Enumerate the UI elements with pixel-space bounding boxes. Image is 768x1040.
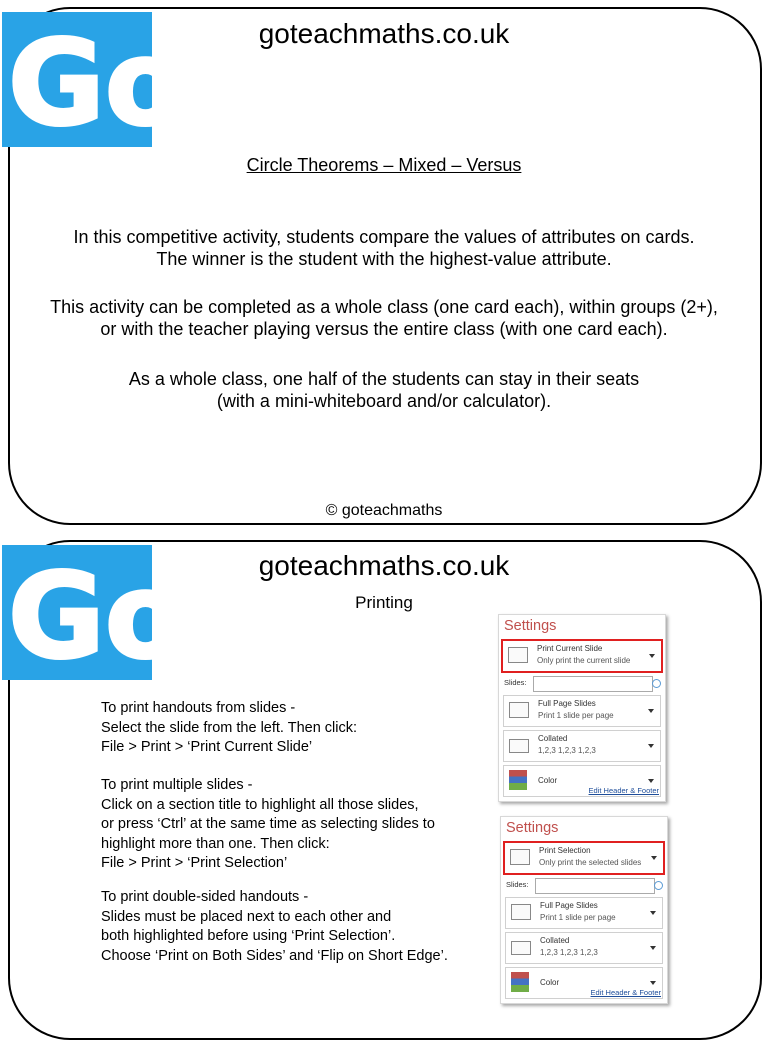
collate-title: Collated bbox=[538, 734, 568, 743]
color-swatch-icon bbox=[511, 972, 529, 992]
print-settings-screenshot-selection bbox=[500, 816, 668, 1004]
chevron-down-icon bbox=[650, 911, 656, 915]
layout-title: Full Page Slides bbox=[538, 699, 596, 708]
text-line: To print multiple slides - bbox=[101, 777, 253, 793]
slides-label: Slides: bbox=[506, 880, 529, 889]
printing-title: Printing bbox=[355, 593, 413, 612]
instruction-block-double-sided bbox=[101, 888, 501, 966]
print-mode-subtitle: Only print the selected slides bbox=[539, 858, 642, 867]
text-line: File > Print > ‘Print Selection’ bbox=[101, 855, 288, 871]
slides-input[interactable] bbox=[535, 878, 655, 894]
settings-heading: Settings bbox=[506, 820, 559, 836]
collate-title: Collated bbox=[540, 936, 570, 945]
color-label: Color bbox=[540, 978, 560, 987]
text-line: Slides must be placed next to each other and bbox=[101, 908, 392, 925]
collate-subtitle: 1,2,3 1,2,3 1,2,3 bbox=[540, 948, 598, 957]
slides-range-row bbox=[503, 676, 661, 692]
text-line: To print double-sided handouts - bbox=[101, 889, 309, 905]
text-line: highlight more than one. Then click: bbox=[101, 835, 330, 852]
go-logo bbox=[2, 545, 240, 685]
go-logo bbox=[2, 12, 240, 152]
text-line: Click on a section title to highlight all those slides, bbox=[101, 796, 419, 813]
text-line: (with a mini-whiteboard and/or calculator). bbox=[216, 391, 552, 411]
selection-page-icon bbox=[510, 849, 530, 865]
site-title: goteachmaths.co.uk bbox=[258, 550, 510, 581]
description-paragraph-3 bbox=[0, 368, 768, 412]
description-paragraph-1 bbox=[0, 226, 768, 270]
layout-subtitle: Print 1 slide per page bbox=[538, 711, 614, 720]
collated-pages-icon bbox=[511, 941, 531, 955]
print-mode-title: Print Selection bbox=[539, 846, 591, 855]
collate-subtitle: 1,2,3 1,2,3 1,2,3 bbox=[538, 746, 596, 755]
description-paragraph-2 bbox=[0, 296, 768, 340]
text-line: Select the slide from the left. Then click: bbox=[101, 719, 358, 736]
collate-dropdown[interactable] bbox=[505, 932, 663, 964]
chevron-down-icon bbox=[649, 654, 655, 658]
text-line: To print handouts from slides - bbox=[101, 700, 296, 716]
collate-dropdown[interactable] bbox=[503, 730, 661, 762]
layout-subtitle: Print 1 slide per page bbox=[540, 913, 616, 922]
text-line: In this competitive activity, students compare the values of attributes on cards. bbox=[73, 227, 695, 247]
chevron-down-icon bbox=[648, 709, 654, 713]
svg-text:Go!: Go! bbox=[8, 547, 240, 685]
site-title: goteachmaths.co.uk bbox=[258, 18, 510, 49]
edit-header-footer-link[interactable]: Edit Header & Footer bbox=[588, 786, 659, 795]
print-mode-dropdown[interactable] bbox=[503, 841, 665, 875]
instruction-block-multiple bbox=[101, 776, 501, 874]
slides-range-row bbox=[505, 878, 663, 894]
layout-dropdown[interactable] bbox=[503, 695, 661, 727]
color-label: Color bbox=[538, 776, 558, 785]
slides-label: Slides: bbox=[504, 678, 527, 687]
info-icon bbox=[654, 881, 663, 890]
layout-title: Full Page Slides bbox=[540, 901, 598, 910]
settings-heading: Settings bbox=[504, 618, 557, 634]
text-line: This activity can be completed as a whole class (one card each), within groups (2+), bbox=[50, 297, 718, 317]
slides-input[interactable] bbox=[533, 676, 653, 692]
edit-header-footer-link[interactable]: Edit Header & Footer bbox=[590, 988, 661, 997]
full-page-icon bbox=[511, 904, 531, 920]
text-line: As a whole class, one half of the students can stay in their seats bbox=[128, 369, 640, 389]
text-line: or with the teacher playing versus the entire class (with one card each). bbox=[100, 319, 668, 339]
chevron-down-icon bbox=[648, 744, 654, 748]
collated-pages-icon bbox=[509, 739, 529, 753]
instruction-block-handouts bbox=[101, 699, 501, 758]
svg-text:Go!: Go! bbox=[8, 14, 240, 152]
chevron-down-icon bbox=[651, 856, 657, 860]
text-line: Choose ‘Print on Both Sides’ and ‘Flip on Short Edge’. bbox=[101, 947, 448, 964]
text-line: File > Print > ‘Print Current Slide’ bbox=[101, 739, 313, 755]
copyright-notice: © goteachmaths bbox=[325, 502, 443, 519]
print-settings-screenshot-current bbox=[498, 614, 666, 802]
layout-dropdown[interactable] bbox=[505, 897, 663, 929]
chevron-down-icon bbox=[650, 981, 656, 985]
text-line: both highlighted before using ‘Print Selection’. bbox=[101, 928, 396, 944]
chevron-down-icon bbox=[650, 946, 656, 950]
full-page-icon bbox=[509, 702, 529, 718]
slide-page-icon bbox=[508, 647, 528, 663]
activity-title: Circle Theorems – Mixed – Versus bbox=[246, 155, 522, 175]
text-line: The winner is the student with the highest-value attribute. bbox=[156, 249, 612, 269]
info-icon bbox=[652, 679, 661, 688]
print-mode-title: Print Current Slide bbox=[537, 644, 603, 653]
text-line: or press ‘Ctrl’ at the same time as selecting slides to bbox=[101, 816, 435, 832]
chevron-down-icon bbox=[648, 779, 654, 783]
print-mode-subtitle: Only print the current slide bbox=[537, 656, 631, 665]
color-swatch-icon bbox=[509, 770, 527, 790]
print-mode-dropdown[interactable] bbox=[501, 639, 663, 673]
